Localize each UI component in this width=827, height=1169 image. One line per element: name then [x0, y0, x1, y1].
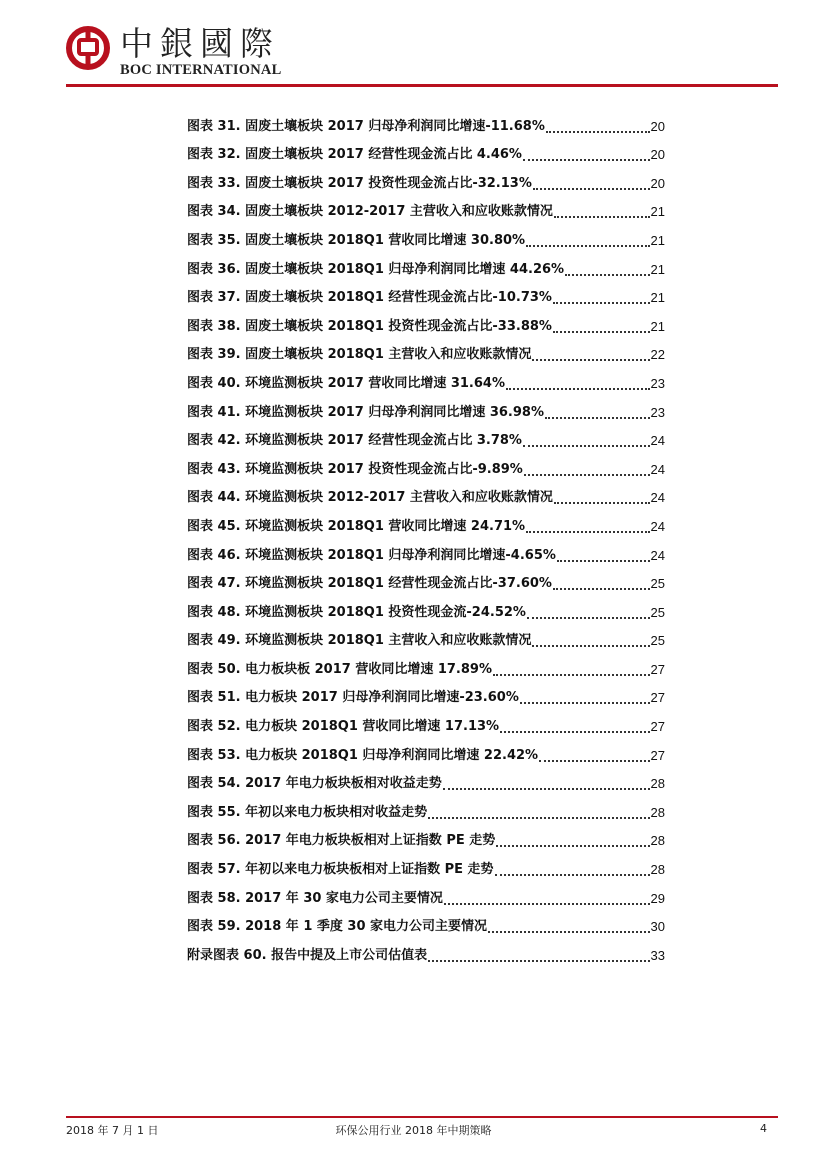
toc-entry-page: 21 — [650, 290, 665, 306]
toc-entry-page: 20 — [650, 118, 665, 134]
toc-entry[interactable] — [187, 794, 665, 823]
toc-leader-dots — [488, 931, 650, 933]
toc-entry-title: 图表 33. 固废土壤板块 2017 投资性现金流占比-32.13% — [187, 175, 532, 191]
toc-entry[interactable] — [187, 708, 665, 737]
toc-entry-title: 图表 40. 环境监测板块 2017 营收同比增速 31.64% — [187, 375, 505, 391]
toc-leader-dots — [523, 159, 650, 161]
page-number: 4 — [760, 1122, 767, 1135]
toc-entry-title: 图表 42. 环境监测板块 2017 经营性现金流占比 3.78% — [187, 433, 522, 449]
toc-entry[interactable] — [187, 651, 665, 680]
toc-entry[interactable] — [187, 280, 665, 309]
toc-entry-title: 图表 57. 年初以来电力板块板相对上证指数 PE 走势 — [187, 862, 494, 878]
toc-entry[interactable] — [187, 909, 665, 938]
toc-entry[interactable] — [187, 365, 665, 394]
toc-leader-dots — [495, 874, 650, 876]
toc-entry-page: 33 — [650, 947, 665, 963]
toc-entry-page: 27 — [650, 719, 665, 735]
toc-leader-dots — [527, 617, 650, 619]
toc-leader-dots — [500, 731, 649, 733]
toc-entry-title: 图表 44. 环境监测板块 2012-2017 主营收入和应收账款情况 — [187, 490, 553, 506]
toc-entry[interactable] — [187, 537, 665, 566]
toc-entry-page: 24 — [650, 490, 665, 506]
toc-leader-dots — [532, 645, 649, 647]
toc-entry-page: 21 — [650, 318, 665, 334]
toc-entry[interactable] — [187, 880, 665, 909]
toc-entry-title: 图表 36. 固废土壤板块 2018Q1 归母净利润同比增速 44.26% — [187, 261, 565, 277]
toc-entry-page: 24 — [650, 461, 665, 477]
toc-leader-dots — [524, 474, 650, 476]
toc-entry-title: 图表 37. 固废土壤板块 2018Q1 经营性现金流占比-10.73% — [187, 290, 552, 306]
toc-entry[interactable] — [187, 480, 665, 509]
toc-entry-page: 25 — [650, 604, 665, 620]
toc-entry-page: 23 — [650, 375, 665, 391]
toc-entry-page: 27 — [650, 661, 665, 677]
toc-entry[interactable] — [187, 337, 665, 366]
table-of-figures — [187, 108, 665, 966]
toc-entry[interactable] — [187, 737, 665, 766]
toc-entry-page: 20 — [650, 147, 665, 163]
toc-entry-title: 图表 51. 电力板块 2017 归母净利润同比增速-23.60% — [187, 690, 519, 706]
toc-leader-dots — [553, 331, 650, 333]
toc-entry[interactable] — [187, 108, 665, 137]
toc-leader-dots — [565, 274, 649, 276]
toc-entry-page: 20 — [650, 175, 665, 191]
toc-entry-title: 图表 50. 电力板块板 2017 营收同比增速 17.89% — [187, 661, 492, 677]
toc-entry-page: 30 — [650, 919, 665, 935]
toc-entry-title: 图表 39. 固废土壤板块 2018Q1 主营收入和应收账款情况 — [187, 347, 532, 363]
toc-entry-title: 图表 48. 环境监测板块 2018Q1 投资性现金流-24.52% — [187, 604, 526, 620]
toc-leader-dots — [553, 588, 650, 590]
toc-entry-title: 图表 41. 环境监测板块 2017 归母净利润同比增速 36.98% — [187, 404, 544, 420]
toc-leader-dots — [553, 302, 650, 304]
toc-entry[interactable] — [187, 680, 665, 709]
toc-entry[interactable] — [187, 165, 665, 194]
toc-entry-page: 28 — [650, 862, 665, 878]
toc-entry-title: 图表 46. 环境监测板块 2018Q1 归母净利润同比增速-4.65% — [187, 547, 556, 563]
toc-entry[interactable] — [187, 222, 665, 251]
toc-entry-page: 21 — [650, 204, 665, 220]
toc-entry-page: 23 — [650, 404, 665, 420]
toc-entry[interactable] — [187, 823, 665, 852]
toc-entry-title: 图表 32. 固废土壤板块 2017 经营性现金流占比 4.46% — [187, 147, 522, 163]
toc-entry-page: 25 — [650, 576, 665, 592]
toc-entry[interactable] — [187, 251, 665, 280]
toc-entry[interactable] — [187, 394, 665, 423]
toc-leader-dots — [554, 216, 650, 218]
logo-english-name: BOC INTERNATIONAL — [120, 62, 282, 78]
boc-logo — [66, 22, 316, 82]
toc-leader-dots — [444, 903, 650, 905]
toc-leader-dots — [526, 531, 649, 533]
toc-entry-page: 24 — [650, 547, 665, 563]
toc-entry-page: 28 — [650, 776, 665, 792]
toc-leader-dots — [532, 359, 649, 361]
toc-entry-title: 图表 45. 环境监测板块 2018Q1 营收同比增速 24.71% — [187, 518, 526, 534]
toc-leader-dots — [526, 245, 649, 247]
toc-entry[interactable] — [187, 851, 665, 880]
toc-entry-page: 29 — [650, 890, 665, 906]
toc-leader-dots — [428, 960, 649, 962]
toc-entry-title: 图表 59. 2018 年 1 季度 30 家电力公司主要情况 — [187, 919, 488, 935]
toc-entry[interactable] — [187, 566, 665, 595]
toc-leader-dots — [546, 131, 650, 133]
toc-entry-page: 21 — [650, 261, 665, 277]
toc-entry-title: 图表 38. 固废土壤板块 2018Q1 投资性现金流占比-33.88% — [187, 318, 552, 334]
toc-entry-page: 25 — [650, 633, 665, 649]
toc-entry-page: 27 — [650, 690, 665, 706]
toc-entry[interactable] — [187, 937, 665, 966]
toc-entry[interactable] — [187, 451, 665, 480]
footer-date: 2018 年 7 月 1 日 — [66, 1124, 159, 1137]
toc-leader-dots — [496, 845, 649, 847]
toc-entry-page: 24 — [650, 518, 665, 534]
toc-entry-title: 图表 58. 2017 年 30 家电力公司主要情况 — [187, 890, 443, 906]
toc-entry-title: 图表 54. 2017 年电力板块板相对收益走势 — [187, 776, 442, 792]
toc-entry[interactable] — [187, 766, 665, 795]
toc-entry-title: 图表 35. 固废土壤板块 2018Q1 营收同比增速 30.80% — [187, 232, 526, 248]
toc-entry[interactable] — [187, 423, 665, 452]
toc-entry-page: 27 — [650, 747, 665, 763]
toc-leader-dots — [506, 388, 650, 390]
toc-entry-title: 图表 55. 年初以来电力板块相对收益走势 — [187, 804, 428, 820]
toc-entry-title: 图表 56. 2017 年电力板块板相对上证指数 PE 走势 — [187, 833, 496, 849]
toc-entry-page: 28 — [650, 833, 665, 849]
toc-entry-title: 图表 47. 环境监测板块 2018Q1 经营性现金流占比-37.60% — [187, 576, 552, 592]
logo-chinese-name: 中銀國際 — [120, 24, 280, 63]
toc-leader-dots — [493, 674, 650, 676]
toc-leader-dots — [533, 188, 650, 190]
toc-entry-title: 图表 31. 固废土壤板块 2017 归母净利润同比增速-11.68% — [187, 118, 545, 134]
toc-leader-dots — [557, 560, 650, 562]
toc-entry[interactable] — [187, 508, 665, 537]
toc-entry-title: 附录图表 60. 报告中提及上市公司估值表 — [187, 947, 428, 963]
toc-entry-page: 21 — [650, 232, 665, 248]
toc-leader-dots — [545, 417, 650, 419]
toc-leader-dots — [428, 817, 649, 819]
toc-entry-title: 图表 49. 环境监测板块 2018Q1 主营收入和应收账款情况 — [187, 633, 532, 649]
header-divider — [66, 84, 778, 87]
toc-entry[interactable] — [187, 594, 665, 623]
toc-leader-dots — [539, 760, 649, 762]
toc-leader-dots — [554, 502, 650, 504]
toc-entry[interactable] — [187, 623, 665, 652]
toc-entry-page: 28 — [650, 804, 665, 820]
toc-entry[interactable] — [187, 194, 665, 223]
footer-report-title: 环保公用行业 2018 年中期策略 — [335, 1124, 492, 1137]
boc-emblem-icon — [66, 26, 110, 70]
toc-entry[interactable] — [187, 308, 665, 337]
toc-leader-dots — [523, 445, 650, 447]
toc-entry-title: 图表 34. 固废土壤板块 2012-2017 主营收入和应收账款情况 — [187, 204, 553, 220]
toc-entry-page: 24 — [650, 433, 665, 449]
toc-entry-page: 22 — [650, 347, 665, 363]
toc-entry[interactable] — [187, 137, 665, 166]
toc-leader-dots — [520, 702, 650, 704]
footer-divider — [66, 1116, 778, 1118]
toc-entry-title: 图表 43. 环境监测板块 2017 投资性现金流占比-9.89% — [187, 461, 523, 477]
toc-entry-title: 图表 52. 电力板块 2018Q1 营收同比增速 17.13% — [187, 719, 500, 735]
toc-leader-dots — [443, 788, 650, 790]
toc-entry-title: 图表 53. 电力板块 2018Q1 归母净利润同比增速 22.42% — [187, 747, 539, 763]
